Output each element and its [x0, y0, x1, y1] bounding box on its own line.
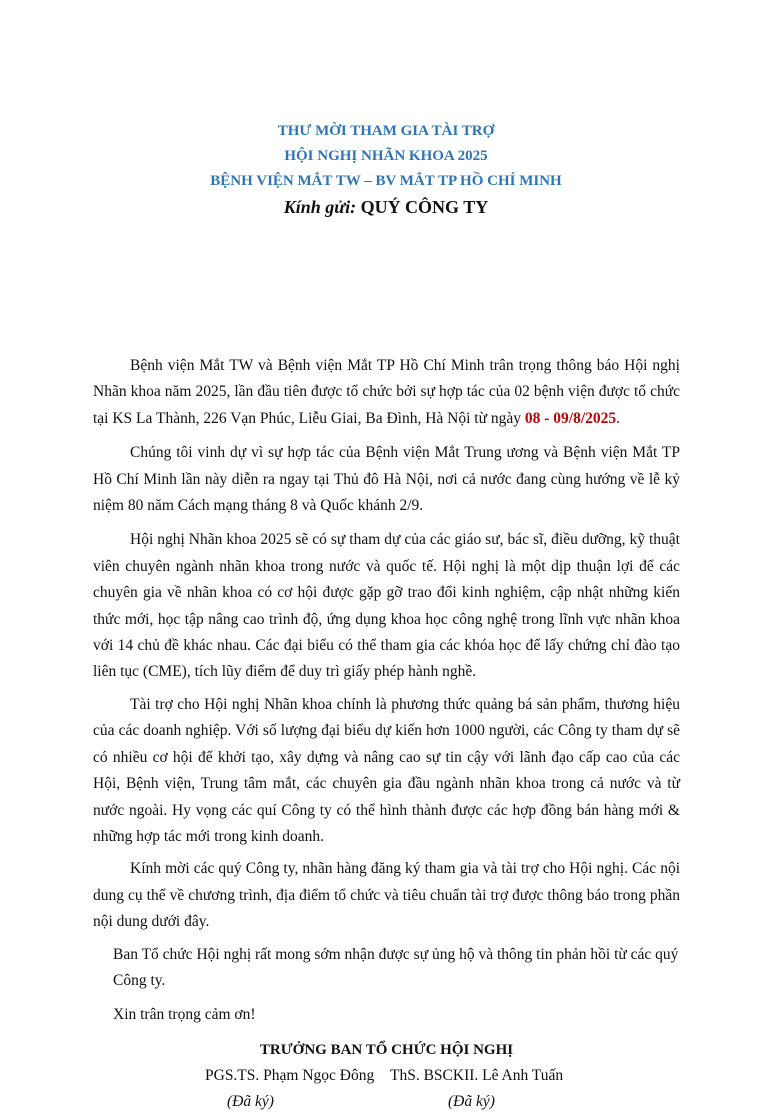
- signer-name-2: ThS. BSCKII. Lê Anh Tuấn: [390, 1066, 564, 1084]
- letter-title: THƯ MỜI THAM GIA TÀI TRỢ: [277, 123, 495, 139]
- intro-text: Bệnh viện Mắt TW và Bệnh viện Mắt TP Hồ Chí Minh trân trọng thông báo Hội nghị Nhãn khoa năm 2025, lần đầu tiên được tổ chức bởi sự hợp tác của 02 bệnh viện được tổ chức tại KS La Thành, 226 Vạn Phúc, Liễu Giai, Ba Đình, Hà Nội từ ngày: [93, 357, 680, 427]
- signature-signed: [93, 1089, 680, 1115]
- letter-body: [93, 353, 680, 1115]
- document-page: [0, 119, 772, 1119]
- intro-end: .: [616, 409, 621, 427]
- signer-name-1: PGS.TS. Phạm Ngọc Đông: [205, 1066, 375, 1084]
- salutation: [0, 194, 772, 220]
- paragraph-cooperation: Chúng tôi vinh dự vì sự hợp tác của Bệnh viện Mắt Trung ương và Bệnh viện Mắt TP Hồ Chí Minh lần này diễn ra ngay tại Thủ đô Hà Nội, nơi cả nước đang cùng hướng về lễ kỷ niệm 80 năm Cách mạng tháng 8 và Quốc khánh 2/9.: [93, 444, 680, 515]
- conference-title: HỘI NGHỊ NHÃN KHOA 2025: [284, 148, 488, 164]
- signed-mark-1: (Đã ký): [227, 1092, 274, 1110]
- paragraph-thanks: Xin trân trọng cảm ơn!: [113, 1006, 256, 1024]
- organizers-title: BỆNH VIỆN MẮT TW – BV MẮT TP HỒ CHÍ MINH: [210, 173, 562, 189]
- paragraph-invitation: Kính mời các quý Công ty, nhãn hàng đăng ký tham gia và tài trợ cho Hội nghị. Các nội dung cụ thể về chương trình, địa điểm tổ chức và tiêu chuẩn tài trợ được thông báo trong phần nội dung dưới đây.: [93, 860, 680, 931]
- salutation-label: Kính gửi:: [283, 197, 357, 217]
- paragraph-feedback: Ban Tổ chức Hội nghị rất mong sớm nhận được sự ủng hộ và thông tin phản hồi từ các quý Công ty.: [113, 945, 679, 989]
- signature-title: TRƯỞNG BAN TỔ CHỨC HỘI NGHỊ: [259, 1041, 514, 1058]
- paragraph-participants: Hội nghị Nhãn khoa 2025 sẽ có sự tham dự của các giáo sư, bác sĩ, điều dưỡng, kỹ thuật viên chuyên ngành nhãn khoa trong nước và quốc tế. Hội nghị là một dịp thuận lợi để các chuyên gia về nhãn khoa có cơ hội được gặp gỡ trao đổi kinh nghiệm, cập nhật những kiến thức mới, học tập nâng cao trình độ, ứng dụng khoa học công nghệ trong lĩnh vực nhãn khoa với 14 chủ đề khác nhau. Các đại biểu có thể tham gia các khóa học để lấy chứng chỉ đào tạo liên tục (CME), tích lũy điểm để duy trì giấy phép hành nghề.: [93, 531, 680, 681]
- signature-names: [93, 1063, 680, 1089]
- paragraph-intro: [93, 353, 680, 432]
- salutation-recipient: QUÝ CÔNG TY: [356, 197, 489, 217]
- paragraph-sponsorship: Tài trợ cho Hội nghị Nhãn khoa chính là phương thức quảng bá sản phẩm, thương hiệu của các doanh nghiệp. Với số lượng đại biểu dự kiến hơn 1000 người, các Công ty tham dự sẽ có nhiều cơ hội để khởi tạo, xây dựng và nâng cao sự tin cậy với lãnh đạo cấp cao của các Hội, Bệnh viện, Trung tâm mắt, các chuyên gia đầu ngành nhãn khoa trong cả nước và từ nước ngoài. Hy vọng các quí Công ty có thể hình thành được các hợp đồng bán hàng mới & những hợp tác mới trong kinh doanh.: [93, 695, 680, 845]
- signed-mark-2: (Đã ký): [448, 1092, 495, 1110]
- event-date: 08 - 09/8/2025: [524, 409, 617, 427]
